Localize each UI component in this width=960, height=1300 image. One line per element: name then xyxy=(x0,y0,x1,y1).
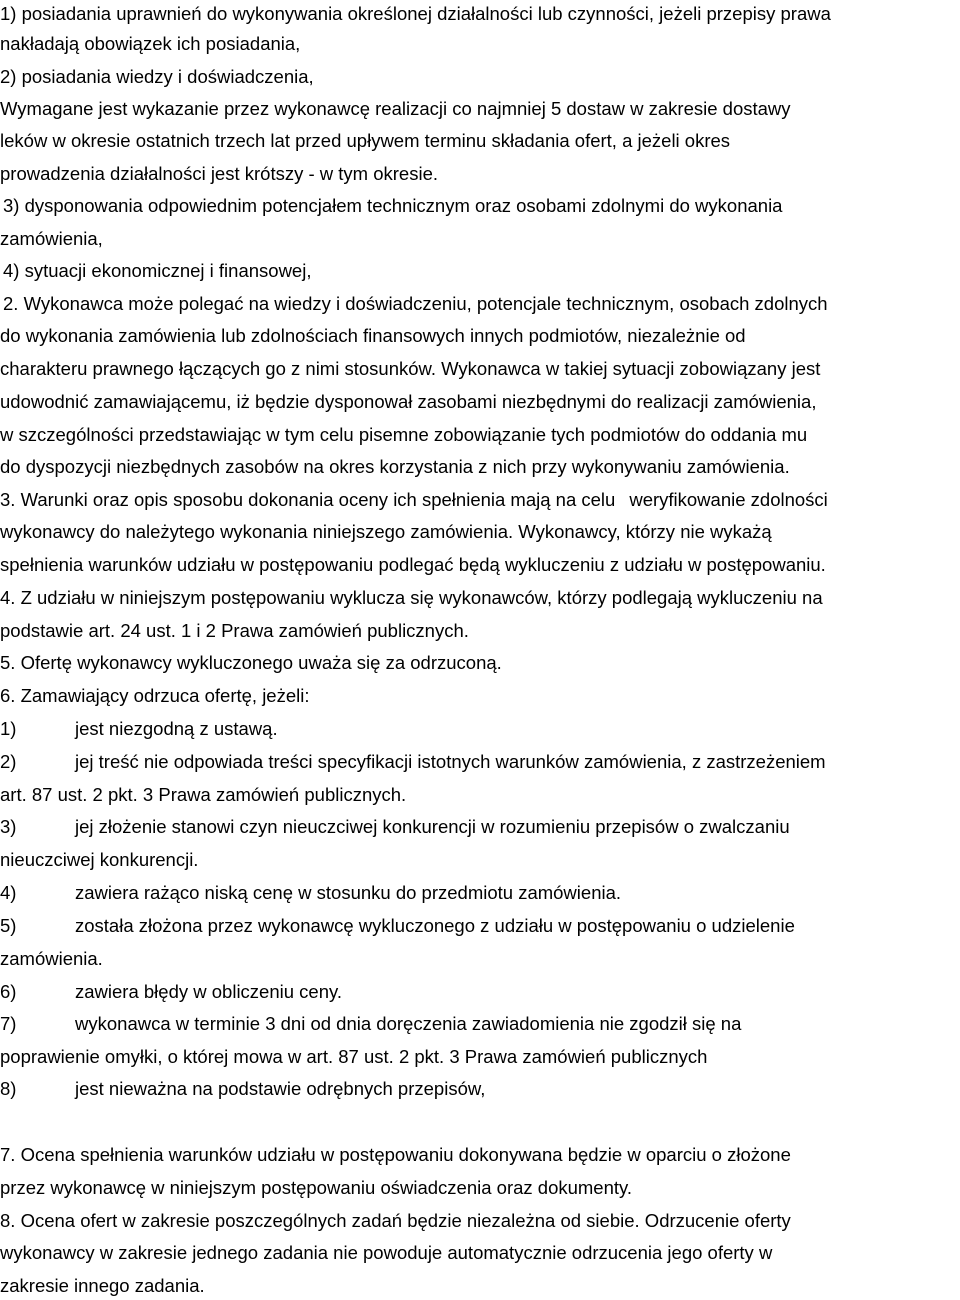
text-line: 5. Ofertę wykonawcy wykluczonego uważa się za odrzuconą. xyxy=(0,652,502,673)
list-number: 8) xyxy=(0,1078,17,1099)
list-number: 2) xyxy=(0,751,17,772)
list-number: 6) xyxy=(0,981,17,1002)
text-line: do dyspozycji niezbędnych zasobów na okres korzystania z nich przy wykonywaniu zamówienia. xyxy=(0,456,790,477)
list-item xyxy=(0,879,621,907)
text-line: w szczególności przedstawiając w tym celu pisemne zobowiązanie tych podmiotów do oddania mu xyxy=(0,424,808,445)
text-line: art. 87 ust. 2 pkt. 3 Prawa zamówień publicznych. xyxy=(0,784,407,805)
text-line: 4) sytuacji ekonomicznej i finansowej, xyxy=(3,260,312,281)
list-number: 5) xyxy=(0,915,17,936)
text-line: 2. Wykonawca może polegać na wiedzy i doświadczeniu, potencjale technicznym, osobach zdolnych xyxy=(3,293,828,314)
list-number: 7) xyxy=(0,1013,17,1034)
list-text: jej złożenie stanowi czyn nieuczciwej konkurencji w rozumieniu przepisów o zwalczaniu xyxy=(75,816,790,837)
text-line: leków w okresie ostatnich trzech lat przed upływem terminu składania ofert, a jeżeli okres xyxy=(0,130,731,151)
text-run: 3. Warunki oraz opis sposobu dokonania oceny ich spełnienia mają na celu xyxy=(0,489,616,510)
text-line: prowadzenia działalności jest krótszy - w tym okresie. xyxy=(0,163,438,184)
text-run: weryfikowanie zdolności xyxy=(629,489,828,510)
list-text: zawiera rażąco niską cenę w stosunku do przedmiotu zamówienia. xyxy=(75,882,622,903)
text-line: podstawie art. 24 ust. 1 i 2 Prawa zamówień publicznych. xyxy=(0,620,469,641)
text-line: udowodnić zamawiającemu, iż będzie dysponował zasobami niezbędnymi do realizacji zamówienia, xyxy=(0,391,817,412)
text-line: wykonawcy do należytego wykonania niniejszego zamówienia. Wykonawcy, którzy nie wykażą xyxy=(0,521,772,542)
text-line: 6. Zamawiający odrzuca ofertę, jeżeli: xyxy=(0,685,310,706)
list-number: 4) xyxy=(0,882,17,903)
text-line xyxy=(0,486,828,514)
text-line: 4. Z udziału w niniejszym postępowaniu wyklucza się wykonawców, którzy podlegają wykluczeniu na xyxy=(0,587,823,608)
list-item xyxy=(0,978,342,1006)
text-line: Wymagane jest wykazanie przez wykonawcę realizacji co najmniej 5 dostaw w zakresie dostawy xyxy=(0,98,791,119)
list-item xyxy=(0,1075,485,1103)
text-line: nakładają obowiązek ich posiadania, xyxy=(0,33,301,54)
text-line: zamówienia, xyxy=(0,228,103,249)
text-line: 8. Ocena ofert w zakresie poszczególnych zadań będzie niezależna od siebie. Odrzucenie oferty xyxy=(0,1210,791,1231)
list-item xyxy=(0,748,826,776)
list-text: zawiera błędy w obliczeniu ceny. xyxy=(75,981,343,1002)
list-number: 1) xyxy=(0,718,17,739)
text-line: zakresie innego zadania. xyxy=(0,1275,205,1296)
text-line: 2) posiadania wiedzy i doświadczenia, xyxy=(0,66,314,87)
text-line: nieuczciwej konkurencji. xyxy=(0,849,199,870)
text-line: 3) dysponowania odpowiednim potencjałem technicznym oraz osobami zdolnymi do wykonania xyxy=(3,195,783,216)
list-text: została złożona przez wykonawcę wykluczonego z udziału w postępowaniu o udzielenie xyxy=(75,915,795,936)
list-text: jest niezgodną z ustawą. xyxy=(75,718,278,739)
list-number: 3) xyxy=(0,816,17,837)
text-line: 1) posiadania uprawnień do wykonywania określonej działalności lub czynności, jeżeli przepisy prawa xyxy=(0,3,831,24)
text-line: do wykonania zamówienia lub zdolnościach finansowych innych podmiotów, niezależnie od xyxy=(0,325,746,346)
text-line: poprawienie omyłki, o której mowa w art. 87 ust. 2 pkt. 3 Prawa zamówień publicznych xyxy=(0,1046,708,1067)
text-line: zamówienia. xyxy=(0,948,103,969)
list-item xyxy=(0,715,278,743)
list-text: wykonawca w terminie 3 dni od dnia doręczenia zawiadomienia nie zgodził się na xyxy=(75,1013,742,1034)
text-line: spełnienia warunków udziału w postępowaniu podlegać będą wykluczeniu z udziału w postępowaniu. xyxy=(0,554,826,575)
text-line: wykonawcy w zakresie jednego zadania nie powoduje automatycznie odrzucenia jego oferty w xyxy=(0,1242,773,1263)
text-line: charakteru prawnego łączących go z nimi stosunków. Wykonawca w takiej sytuacji zobowiązany jest xyxy=(0,358,821,379)
text-line: przez wykonawcę w niniejszym postępowaniu oświadczenia oraz dokumenty. xyxy=(0,1177,633,1198)
list-item xyxy=(0,813,790,841)
list-item xyxy=(0,912,795,940)
list-item xyxy=(0,1010,741,1038)
list-text: jest nieważna na podstawie odrębnych przepisów, xyxy=(75,1078,486,1099)
list-text: jej treść nie odpowiada treści specyfikacji istotnych warunków zamówienia, z zastrzeżeniem xyxy=(75,751,826,772)
text-line: 7. Ocena spełnienia warunków udziału w postępowaniu dokonywana będzie w oparciu o złożone xyxy=(0,1144,791,1165)
